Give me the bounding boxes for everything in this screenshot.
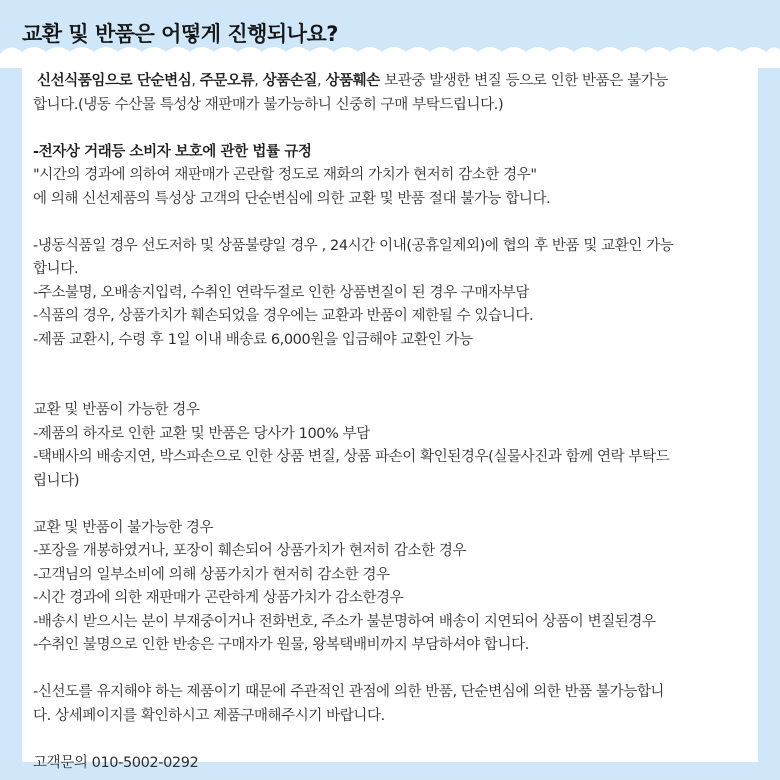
frozen-line: -냉동식품일 경우 선도저하 및 상품불량일 경우 , 24시간 이내(공휴일제외)에 협의 후 반품 및 교환인 가능: [33, 237, 674, 254]
intro-bold-2: 주문오류: [199, 73, 255, 89]
fresh-line: 다. 상세페이지를 확인하시고 제품구매해주시기 바랍니다.: [33, 707, 385, 724]
intro-rest: 보관중 발생한 변질 등으로 인한 반품은 불가능: [379, 73, 668, 89]
spacer: [33, 658, 753, 682]
impossible-line: -수취인 불명으로 인한 반송은 구매자가 원물, 왕복택배비까지 부담하셔야 합니다.: [33, 637, 529, 653]
intro-bold-3: 상품손질: [262, 73, 318, 89]
intro-bold-1: 신선식품임으로 단순변심: [37, 73, 192, 89]
impossible-heading: 교환 및 반품이 불가능한 경우: [33, 519, 214, 536]
intro-bold-4: 상품훼손: [325, 73, 380, 89]
possible-line: -제품의 하자로 인한 교환 및 반품은 당사가 100% 부담: [33, 425, 370, 442]
frozen-line: -식품의 경우, 상품가치가 훼손되었을 경우에는 교환과 반품이 제한될 수 있습니다.: [33, 308, 534, 324]
fresh-line: -신선도를 유지해야 하는 제품이기 때문에 주관적인 관점에 의한 반품, 단순변심에 의한 반품 불가능합니: [33, 684, 665, 700]
impossible-line: -배송시 받으시는 분이 부재중이거나 전화번호, 주소가 불분명하여 배송이 지연되어 상품이 변질된경우: [33, 613, 656, 630]
possible-line: -택배사의 배송지연, 박스파손으로 인한 상품 변질, 상품 파손이 확인된경우(실물사진과 함께 연락 부탁드: [33, 449, 670, 465]
intro-line-2: 합니다.(냉동 수산물 특성상 재판매가 불가능하니 신중히 구매 부탁드립니다.): [33, 96, 504, 113]
impossible-line: -포장을 개봉하였거나, 포장이 훼손되어 상품가치가 현저히 감소한 경우: [33, 543, 467, 559]
policy-card: [22, 62, 758, 771]
impossible-line: -고객님의 일부소비에 의해 상품가치가 현저히 감소한 경우: [33, 566, 390, 583]
frozen-line: 합니다.: [33, 261, 79, 277]
spacer: [33, 728, 753, 752]
law-heading: [33, 141, 753, 165]
law-heading-text: -전자상 거래등 소비자 보호에 관한 법률 규정: [33, 143, 312, 160]
spacer: [33, 352, 753, 399]
header: [0, 0, 780, 70]
contact-info: 고객문의 010-5002-0292: [33, 754, 199, 771]
law-quote: "시간의 경과에 의하여 재판매가 곤란할 정도로 재화의 가치가 현저히 감소한 경우": [33, 167, 537, 183]
page-title: 교환 및 반품은 어떻게 진행되나요?: [22, 22, 338, 46]
intro-sep-3: ,: [317, 73, 326, 89]
possible-heading: 교환 및 반품이 가능한 경우: [33, 402, 200, 418]
law-conclusion: 에 의해 신선제품의 특성상 고객의 단순변심에 의한 교환 및 반품 절대 불가능 합니다.: [33, 190, 551, 207]
intro-line-1: [33, 70, 753, 94]
intro-sep-2: ,: [254, 73, 263, 89]
policy-content: [33, 70, 753, 775]
intro-sep-1: ,: [191, 73, 200, 89]
frozen-line: -제품 교환시, 수령 후 1일 이내 배송료 6,000원을 입금해야 교환인 가능: [33, 331, 473, 348]
possible-line: 립니다): [33, 472, 80, 489]
spacer: [33, 211, 753, 235]
frozen-line: -주소불명, 오배송지입력, 수취인 연락두절로 인한 상품변질이 된 경우 구매자부담: [33, 284, 529, 301]
spacer: [33, 493, 753, 517]
impossible-line: -시간 경과에 의한 재판매가 곤란하게 상품가치가 감소한경우: [33, 590, 404, 606]
spacer: [33, 117, 753, 141]
